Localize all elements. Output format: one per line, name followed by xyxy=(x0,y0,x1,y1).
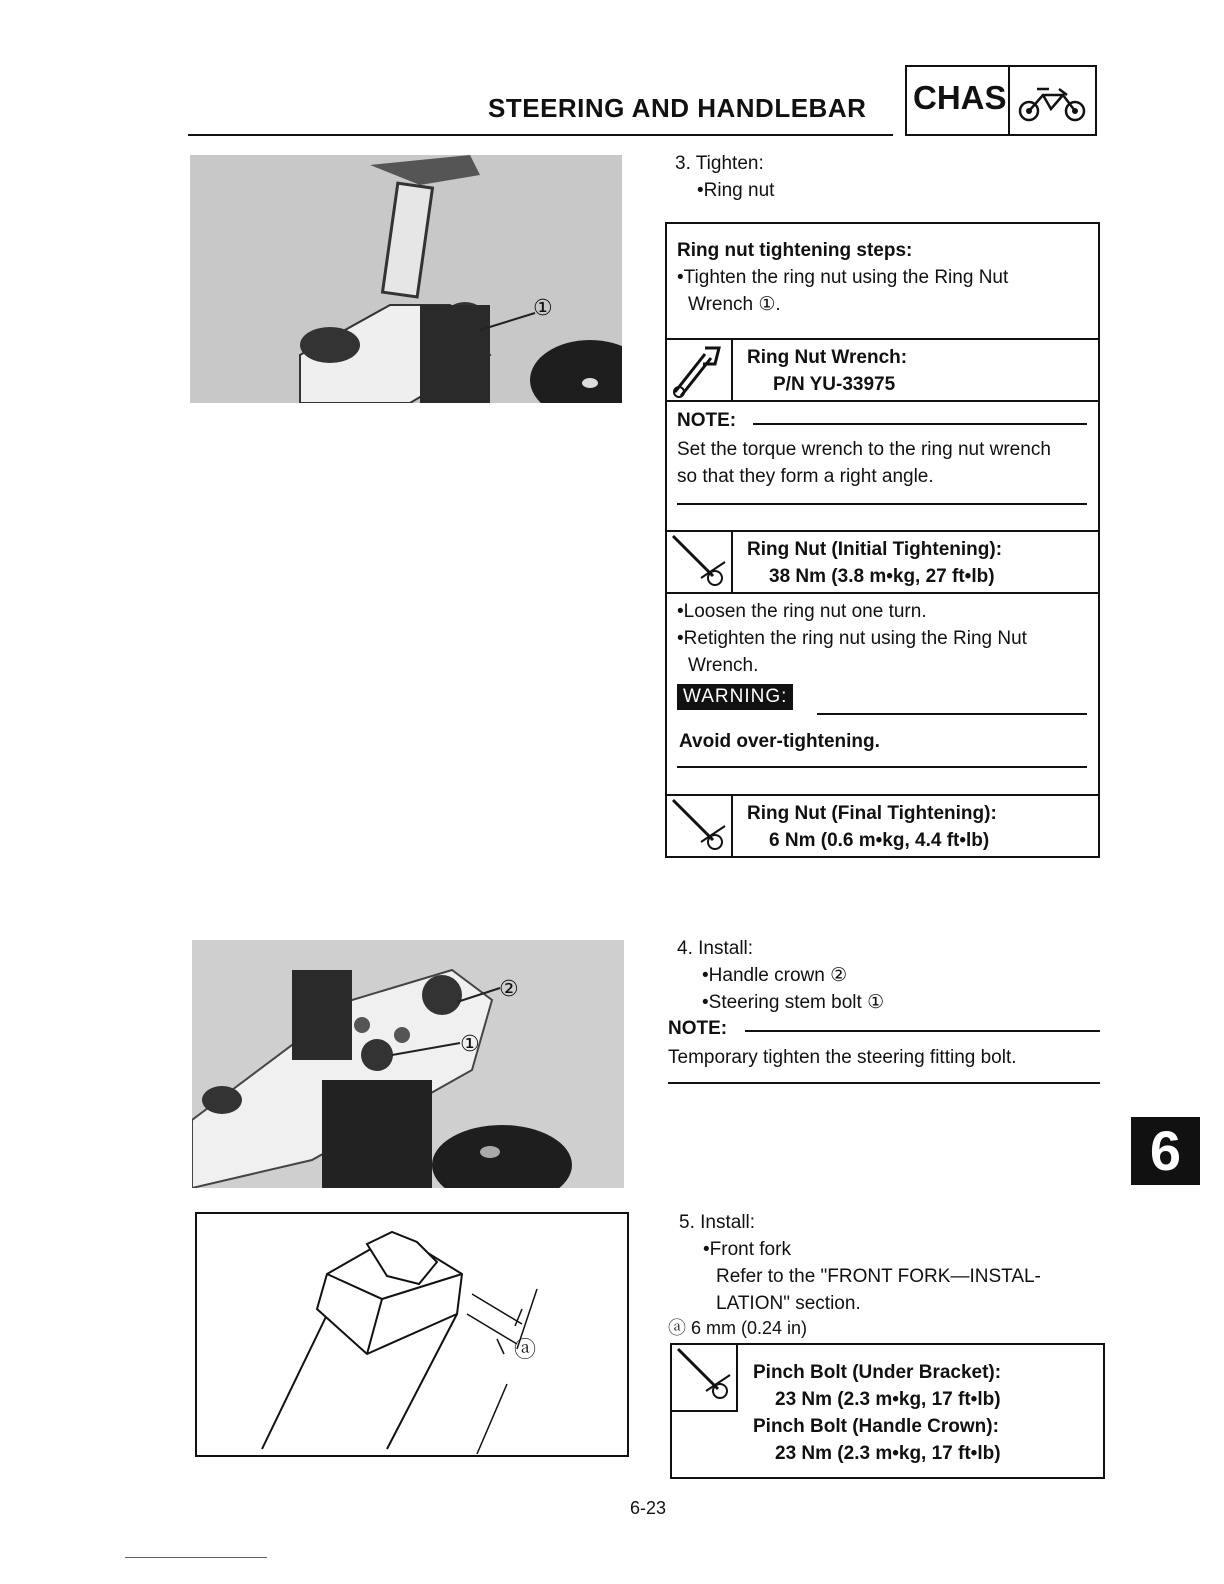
step4-item1: •Handle crown ② xyxy=(702,965,848,986)
section-badge xyxy=(905,65,1097,136)
step5-dimension: ⓐ 6 mm (0.24 in) xyxy=(668,1318,808,1338)
torque-initial-value: 38 Nm (3.8 m•kg, 27 ft•lb) xyxy=(769,566,995,587)
pinch-under-value: 23 Nm (2.3 m•kg, 17 ft•lb) xyxy=(775,1389,1001,1410)
callout-a: ⓐ xyxy=(514,1337,537,1362)
handle-crown-photo xyxy=(192,940,624,1188)
step5-ref-line2: LATION" section. xyxy=(716,1293,861,1314)
steps-line1: •Tighten the ring nut using the Ring Nut xyxy=(677,267,1009,288)
ring-nut-steps-box xyxy=(665,222,1100,858)
torque-wrench-icon xyxy=(667,796,729,856)
tool-part-number: P/N YU-33975 xyxy=(773,374,896,395)
torque-initial-row xyxy=(665,530,1100,594)
motorcycle-icon xyxy=(1015,81,1091,125)
step3-heading: 3. Tighten: xyxy=(675,153,764,174)
torque-final-value: 6 Nm (0.6 m•kg, 4.4 ft•lb) xyxy=(769,830,990,851)
steps-title: Ring nut tightening steps: xyxy=(677,240,913,261)
note-line1: Set the torque wrench to the ring nut wrench xyxy=(677,439,1051,460)
header-rule xyxy=(188,134,893,136)
loosen-step: •Loosen the ring nut one turn. xyxy=(677,601,927,622)
callout-2: ② xyxy=(499,976,519,1001)
step5-ref-line1: Refer to the "FRONT FORK—INSTAL- xyxy=(716,1266,1041,1287)
pinch-crown-value: 23 Nm (2.3 m•kg, 17 ft•lb) xyxy=(775,1443,1001,1464)
step4-item2: •Steering stem bolt ① xyxy=(702,992,885,1013)
footer-link-rule xyxy=(125,1557,267,1558)
torque-final-label: Ring Nut (Final Tightening): xyxy=(747,803,997,824)
retighten-step-1: •Retighten the ring nut using the Ring Nut xyxy=(677,628,1027,649)
section-code: CHAS xyxy=(913,79,1007,116)
torque-final-row xyxy=(665,794,1100,858)
tool-spec-row xyxy=(665,338,1100,402)
page-title: STEERING AND HANDLEBAR xyxy=(488,93,867,123)
step3-item: •Ring nut xyxy=(697,180,775,201)
warning-label: WARNING: xyxy=(677,684,793,710)
pinch-crown-label: Pinch Bolt (Handle Crown): xyxy=(753,1416,999,1437)
torque-wrench-icon xyxy=(667,532,729,592)
note-line2: so that they form a right angle. xyxy=(677,466,934,487)
retighten-step-2: Wrench. xyxy=(688,655,759,676)
note-label: NOTE: xyxy=(677,410,737,431)
step4-heading: 4. Install: xyxy=(677,938,754,959)
step5-heading: 5. Install: xyxy=(679,1212,756,1233)
callout-1: ① xyxy=(533,295,553,320)
pinch-under-label: Pinch Bolt (Under Bracket): xyxy=(753,1362,1002,1383)
page-number: 6-23 xyxy=(630,1498,667,1518)
wrench-icon xyxy=(667,340,729,400)
pinch-bolt-torque-box xyxy=(670,1343,1105,1479)
ring-nut-wrench-photo xyxy=(190,155,622,403)
step5-item: •Front fork xyxy=(703,1239,791,1260)
tool-label: Ring Nut Wrench: xyxy=(747,347,908,368)
fork-diagram xyxy=(195,1212,629,1457)
torque-initial-label: Ring Nut (Initial Tightening): xyxy=(747,539,1003,560)
step4-note-label: NOTE: xyxy=(668,1018,728,1039)
step4-note-text: Temporary tighten the steering fitting bolt. xyxy=(668,1047,1017,1068)
warning-text: Avoid over-tightening. xyxy=(679,731,880,752)
torque-wrench-icon xyxy=(672,1345,734,1407)
callout-1: ① xyxy=(460,1031,480,1056)
steps-line2: Wrench ①. xyxy=(688,294,781,315)
chapter-tab: 6 xyxy=(1131,1117,1200,1185)
